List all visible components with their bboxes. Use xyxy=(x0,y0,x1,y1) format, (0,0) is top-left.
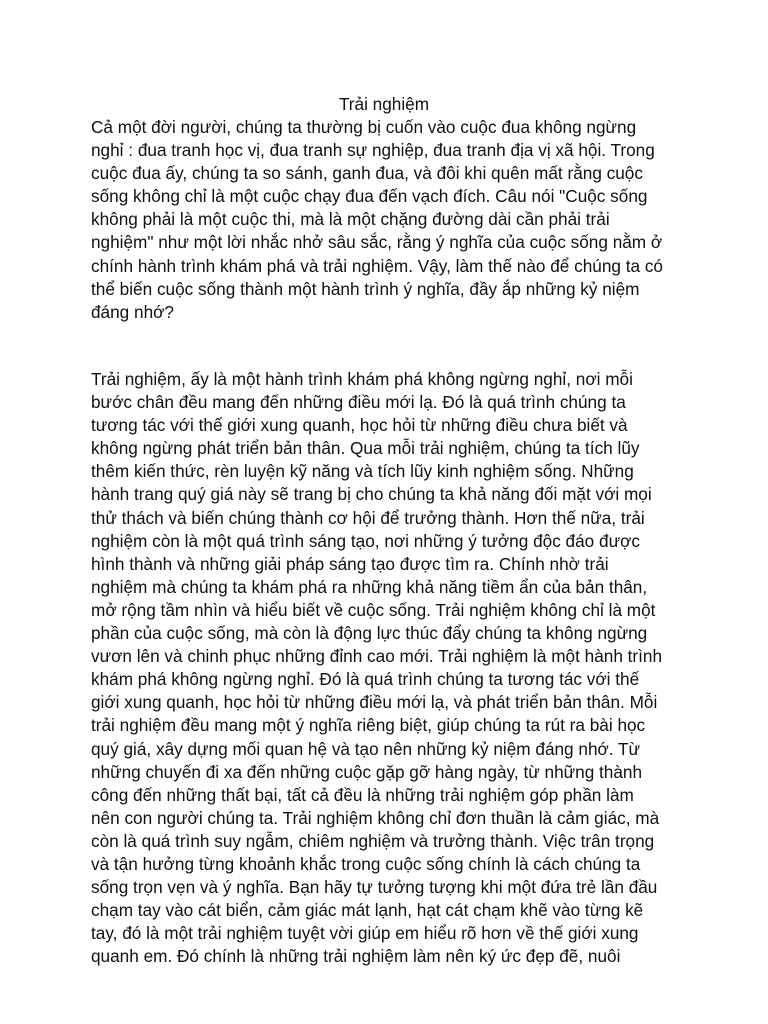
paragraph-line: bước chân đều mang đến những điều mới lạ. Đó là quá trình chúng ta xyxy=(91,392,626,413)
paragraph-line: quý giá, xây dựng mối quan hệ và tạo nên những kỷ niệm đáng nhớ. Từ xyxy=(91,738,641,759)
paragraph-line: hình thành và những giải pháp sáng tạo được tìm ra. Chính nhờ trải xyxy=(91,553,609,574)
paragraph-line: và tận hưởng từng khoảnh khắc trong cuộc sống chính là cách chúng ta xyxy=(91,853,641,874)
paragraph-line: vươn lên và chinh phục những đỉnh cao mới. Trải nghiệm là một hành trình xyxy=(91,646,663,667)
paragraph-line: thể biến cuộc sống thành một hành trình ý nghĩa, đầy ắp những kỷ niệm xyxy=(91,278,640,299)
paragraph-line: giới xung quanh, học hỏi từ những điều mới lạ, và phát triển bản thân. Mỗi xyxy=(91,692,658,713)
paragraph-line: Cả một đời người, chúng ta thường bị cuốn vào cuộc đua không ngừng xyxy=(91,117,637,137)
paragraph-line: không ngừng phát triển bản thân. Qua mỗi trải nghiệm, chúng ta tích lũy xyxy=(91,438,640,459)
paragraph-line: còn là quá trình suy ngẫm, chiêm nghiệm và trưởng thành. Việc trân trọng xyxy=(91,830,655,851)
paragraph-line: trải nghiệm đều mang một ý nghĩa riêng biệt, giúp chúng ta rút ra bài học xyxy=(91,715,646,736)
paragraph-line: quanh em. Đó chính là những trải nghiệm làm nên ký ức đẹp đẽ, nuôi xyxy=(91,946,621,967)
paragraph-line: những chuyến đi xa đến những cuộc gặp gỡ hàng ngày, từ những thành xyxy=(91,761,643,782)
paragraph-line: nghiệm mà chúng ta khám phá ra những khả năng tiềm ẩn của bản thân, xyxy=(91,576,648,597)
paragraph-line: sống trọn vẹn và ý nghĩa. Bạn hãy tự tưởng tượng khi một đứa trẻ lần đầu xyxy=(91,877,658,898)
paragraph-line: nghiệm" như một lời nhắc nhở sâu sắc, rằng ý nghĩa của cuộc sống nằm ở xyxy=(91,232,663,253)
paragraph-line: thêm kiến thức, rèn luyện kỹ năng và tích lũy kinh nghiệm sống. Những xyxy=(91,461,634,482)
paragraph-line: phần của cuộc sống, mà còn là động lực thúc đẩy chúng ta không ngừng xyxy=(91,623,648,644)
paragraph-line: không phải là một cuộc thi, mà là một chặng đường dài cần phải trải xyxy=(91,209,610,230)
paragraph-line: chạm tay vào cát biển, cảm giác mát lạnh, hạt cát chạm khẽ vào từng kẽ xyxy=(91,900,644,921)
paragraph-line: hành trang quý giá này sẽ trang bị cho chúng ta khả năng đối mặt với mọi xyxy=(91,484,652,505)
paragraph-line: tương tác với thế giới xung quanh, học hỏi từ những điều chưa biết và xyxy=(91,415,628,436)
paragraph-body xyxy=(91,368,691,968)
paragraph-line: công đến những thất bại, tất cả đều là những trải nghiệm góp phần làm xyxy=(91,784,634,805)
paragraph-line: nên con người chúng ta. Trải nghiệm không chỉ đơn thuần là cảm giác, mà xyxy=(91,807,660,828)
paragraph-line: mở rộng tầm nhìn và hiểu biết về cuộc sống. Trải nghiệm không chỉ là một xyxy=(91,599,656,620)
paragraph-line: khám phá không ngừng nghỉ. Đó là quá trình chúng ta tương tác với thế xyxy=(91,669,640,690)
paragraph-line: cuộc đua ấy, chúng ta so sánh, ganh đua, và đôi khi quên mất rằng cuộc xyxy=(91,163,643,184)
paragraph-line: chính hành trình khám phá và trải nghiệm. Vậy, làm thế nào để chúng ta có xyxy=(91,255,663,276)
paragraph-line: đáng nhớ? xyxy=(91,301,174,322)
paragraph-line: sống không chỉ là một cuộc chạy đua đến vạch đích. Câu nói "Cuộc sống xyxy=(91,186,648,207)
document-title: Trải nghiệm xyxy=(338,94,430,114)
paragraph-line: tay, đó là một trải nghiệm tuyệt vời giúp em hiểu rõ hơn về thế giới xung xyxy=(91,923,639,944)
paragraph-line: Trải nghiệm, ấy là một hành trình khám phá không ngừng nghỉ, nơi mỗi xyxy=(91,369,633,389)
paragraph-intro xyxy=(91,116,691,324)
paragraph-line: thử thách và biến chúng thành cơ hội để trưởng thành. Hơn thế nữa, trải xyxy=(91,507,645,528)
paragraph-line: nghỉ : đua tranh học vị, đua tranh sự nghiệp, đua tranh địa vị xã hội. Trong xyxy=(91,140,655,161)
paragraph-line: nghiệm còn là một quá trình sáng tạo, nơi những ý tưởng độc đáo được xyxy=(91,530,640,551)
